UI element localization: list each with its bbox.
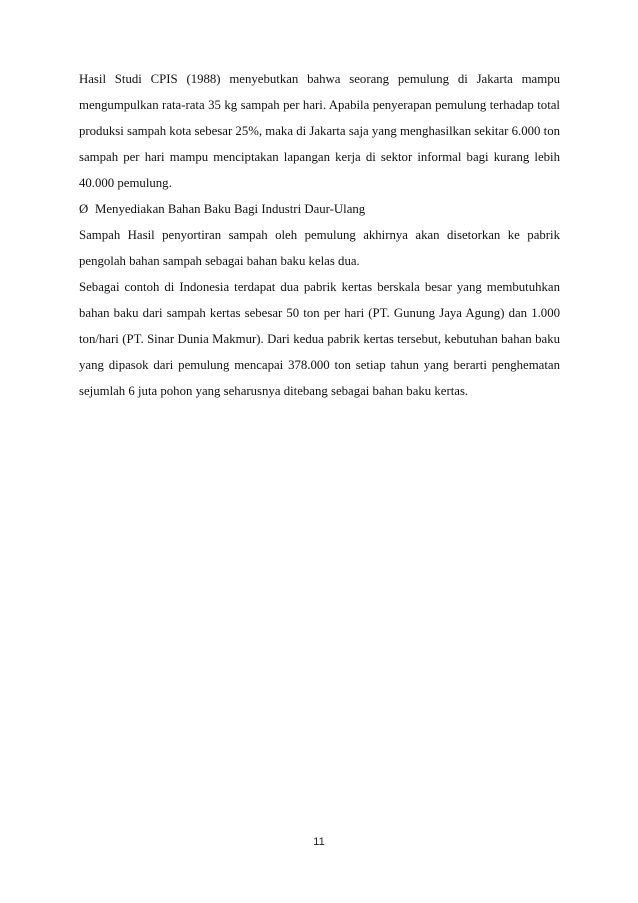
text-line: pengolah bahan sampah sebagai bahan baku kelas dua. <box>79 254 360 268</box>
text-line: Hasil Studi CPIS (1988) menyebutkan bahwa seorang pemulung di Jakarta mampu <box>79 72 560 86</box>
text-line: 40.000 pemulung. <box>79 176 172 190</box>
paragraph-pabrik-kertas <box>79 274 560 404</box>
bullet-item <box>79 196 560 222</box>
text-line: produksi sampah kota sebesar 25%, maka di Jakarta saja yang menghasilkan sekitar 6.000 ton <box>79 124 560 138</box>
text-line: Sebagai contoh di Indonesia terdapat dua pabrik kertas berskala besar yang membutuhkan <box>79 280 560 294</box>
page-number: 11 <box>313 836 325 848</box>
paragraph-penyortiran <box>79 222 560 274</box>
text-line: yang dipasok dari pemulung mencapai 378.000 ton setiap tahun yang berarti penghematan <box>79 358 560 372</box>
bullet-icon: Ø <box>79 202 89 216</box>
text-line: bahan baku dari sampah kertas sebesar 50 ton per hari (PT. Gunung Jaya Agung) dan 1.000 <box>79 306 560 320</box>
body-text <box>79 66 560 404</box>
paragraph-pemulung-jakarta <box>79 66 560 196</box>
text-line: mengumpulkan rata-rata 35 kg sampah per hari. Apabila penyerapan pemulung terhadap total <box>79 98 560 112</box>
text-line: ton/hari (PT. Sinar Dunia Makmur). Dari kedua pabrik kertas tersebut, kebutuhan bahan baku <box>79 332 560 346</box>
bullet-text: Menyediakan Bahan Baku Bagi Industri Daur-Ulang <box>95 202 366 216</box>
text-line: sampah per hari mampu menciptakan lapangan kerja di sektor informal bagi kurang lebih <box>79 150 560 164</box>
text-line: sejumlah 6 juta pohon yang seharusnya ditebang sebagai bahan baku kertas. <box>79 384 469 398</box>
text-line: Sampah Hasil penyortiran sampah oleh pemulung akhirnya akan disetorkan ke pabrik <box>79 228 560 242</box>
